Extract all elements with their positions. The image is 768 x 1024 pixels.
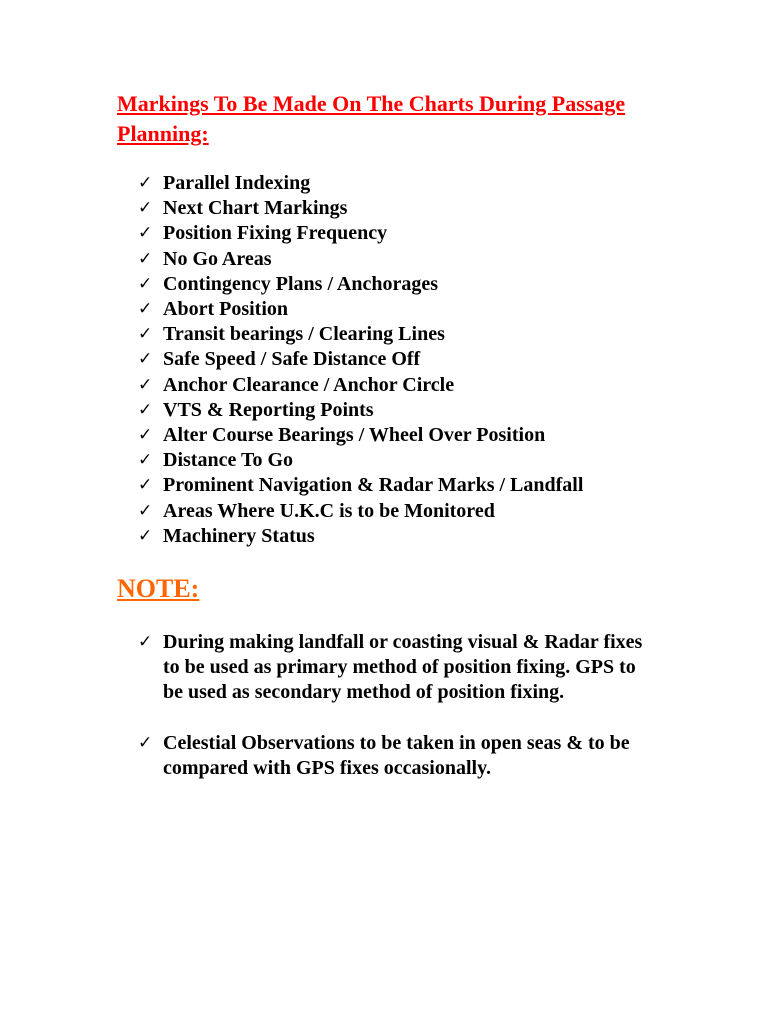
checklist-item (138, 347, 583, 372)
checkmark-icon: ✓ (138, 173, 153, 193)
checklist-item (138, 272, 583, 297)
checklist-item (138, 322, 583, 347)
checklist-item (138, 221, 583, 246)
checklist-item-text: Machinery Status (163, 524, 315, 547)
checklist-item-text: Next Chart Markings (163, 197, 348, 220)
checklist-item-text: Transit bearings / Clearing Lines (163, 323, 445, 346)
checkmark-icon: ✓ (138, 500, 153, 521)
checklist-item-text: Contingency Plans / Anchorages (163, 272, 439, 295)
checkmark-icon: ✓ (138, 324, 153, 345)
checklist-item (138, 473, 583, 498)
checklist-item (138, 297, 583, 322)
checkmark-icon: ✓ (138, 732, 153, 753)
checklist-item (138, 499, 583, 524)
checklist-item-text: Safe Speed / Safe Distance Off (163, 348, 421, 371)
markings-checklist (138, 171, 583, 549)
checkmark-icon: ✓ (138, 450, 153, 471)
checklist-item (138, 196, 583, 221)
checkmark-icon: ✓ (138, 299, 153, 320)
checklist-item (138, 247, 583, 272)
checkmark-icon: ✓ (138, 248, 153, 269)
checklist-item (138, 423, 583, 448)
checklist-item-text: Anchor Clearance / Anchor Circle (163, 373, 455, 396)
checklist-item-text: No Go Areas (163, 247, 272, 270)
checkmark-icon: ✓ (138, 632, 153, 652)
checklist-item (138, 373, 583, 398)
checkmark-icon: ✓ (138, 425, 153, 446)
checkmark-icon: ✓ (138, 198, 153, 219)
checkmark-icon: ✓ (138, 525, 153, 546)
note-item (138, 731, 658, 781)
note-item (138, 630, 658, 706)
checklist-item-text: VTS & Reporting Points (163, 398, 374, 421)
checkmark-icon: ✓ (138, 223, 153, 244)
checkmark-icon: ✓ (138, 349, 153, 370)
document-heading: Markings To Be Made On The Charts During Passage Planning: (117, 91, 626, 146)
checkmark-icon: ✓ (138, 374, 153, 395)
note-heading: NOTE: (117, 574, 200, 603)
note-item-text: During making landfall or coasting visual & Radar fixes to be used as primary method of position fixing. GPS to be used as secondary method of position fixing. (163, 631, 643, 704)
checklist-item-text: Distance To Go (163, 449, 294, 472)
checklist-item-text: Prominent Navigation & Radar Marks / Landfall (163, 474, 584, 497)
checklist-item-text: Parallel Indexing (163, 172, 311, 194)
checklist-item (138, 524, 583, 549)
checklist-item-text: Alter Course Bearings / Wheel Over Position (163, 424, 546, 447)
notes-list (138, 630, 658, 806)
checklist-item (138, 171, 583, 196)
note-item-text: Celestial Observations to be taken in open seas & to be compared with GPS fixes occasionally. (163, 731, 630, 779)
checklist-item-text: Position Fixing Frequency (163, 222, 388, 245)
checkmark-icon: ✓ (138, 399, 153, 420)
checklist-item-text: Abort Position (163, 298, 288, 321)
checkmark-icon: ✓ (138, 273, 153, 294)
checklist-item-text: Areas Where U.K.C is to be Monitored (163, 499, 495, 522)
checklist-item (138, 398, 583, 423)
checkmark-icon: ✓ (138, 475, 153, 496)
checklist-item (138, 448, 583, 473)
